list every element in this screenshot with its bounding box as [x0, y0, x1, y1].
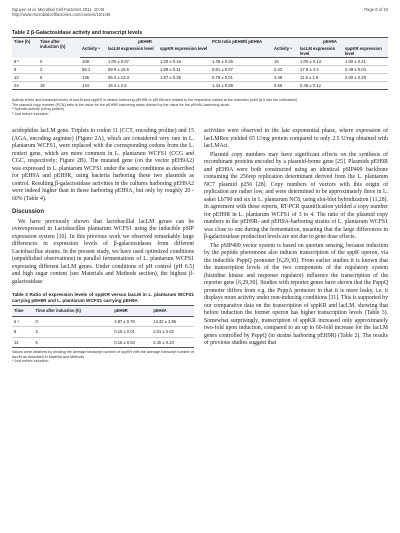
table-row: [12, 66, 388, 74]
body-paragraph: activities were observed in the late exponential phase, where expression of lacLMReu yielded 65 U/mg protein compared to only 2.5 U/mg obtained with lacLMAci.: [204, 128, 388, 149]
table-cell: 2.00 ± 0.29: [343, 74, 388, 82]
table-cell: 1.34 ± 0.08: [210, 82, 272, 90]
table-cell: 0.81 ± 0.07: [210, 66, 272, 74]
table2-group-ratio: PCN ratio pEH9R/ pEH9A: [210, 38, 272, 46]
table-cell: 15: [272, 58, 298, 66]
table2-sub-laclm-a: lacLM expression level: [106, 45, 158, 58]
left-column: [12, 128, 194, 364]
table2-head-time: Time (h): [12, 38, 38, 58]
table-cell: 18: [38, 82, 80, 90]
table2-notes: [12, 98, 388, 116]
table-row: [12, 74, 388, 82]
table2-sub-sppkr-b: sppKR expression level: [343, 45, 388, 58]
table-cell: 108: [80, 58, 106, 66]
table-cell: 6: [34, 337, 113, 348]
table-cell: 1.00 ± 0.07: [106, 58, 158, 66]
table3-head-time: Time: [12, 306, 34, 317]
table2-sub-laclm-b: lacLM expression level: [298, 45, 343, 58]
table-cell: 14.32 ± 2.96: [151, 316, 194, 327]
table-cell: [343, 82, 388, 90]
table-cell: 12: [12, 337, 34, 348]
table2-group-pEH9A: pEH9A: [272, 38, 388, 46]
table-cell: 4.48: [272, 74, 298, 82]
table-cell: 4.87 ± 0.78: [112, 316, 151, 327]
table2: [12, 37, 388, 90]
table3-head-pEH9R: pEH9R: [112, 306, 151, 317]
table-cell: 1.67 ± 0.39: [158, 74, 210, 82]
table-cell: 1.00 ± 0.16: [158, 58, 210, 66]
table3-notes: [12, 350, 194, 364]
table-row: [12, 58, 388, 66]
page-header: [12, 7, 388, 17]
table-row: [12, 327, 194, 338]
body-paragraph: acidophilus lacLM gene. Triplets in codon 11 (CCT, encoding proline) and 15 (AGA, encoding arginine) (Figure 2A), which are considered very rare in L. plantarum WCFS1, were replaced with the corresponding codons from the L. reuteri gene, which are more common in L. plantarum WCFS1 (CCG and CGC, respectively; Figure 2B). The mutated gene (on the vector pEH9A2) was expressed in L. plantarum WCFS1 under the same conditions as described for pEH9A and pEH9R, using bacteria harboring these two plasmids as control. Resulting β-galactosidase activities in the cultures harboring pEH9A2 were indeed higher than in those harboring pEH9A, but only by roughly 20 - 60% (Table 4).: [12, 128, 194, 202]
table-cell: 56.1: [80, 66, 106, 74]
table-cell: 2.49 ± 0.04: [343, 66, 388, 74]
table-cell: [158, 82, 210, 90]
table2-sub-sppkr-a: sppKR expression level: [158, 45, 210, 58]
table-cell: 2.40 ± 0.23: [151, 337, 194, 348]
table-note: The plasmid copy number (PCN) ratio is the value for the pEH9R-harboring strain divided by the value for the pEH9A-harboring strain: [12, 102, 230, 107]
table-cell: 0.79 ± 0.01: [210, 74, 272, 82]
body-paragraph: We have previously shown that lactobacillal lacLM genes can be overexpressed in Lactobacillus plantarum WCFS1 using the inducible pSIP expression system [10]. In this previous work we observed remarkably large differences in expression levels of β-galactosidases from different Lactobacillus strains. In the present study, we have used optimized conditions (unpublished observations) in parallel fermentations of L. plantarum WCFS1 expressing different lacLM genes. Under conditions of pH control (pH 6.5) and high sugar content (see Materials and Methods section), the highest β-galactosidase: [12, 218, 194, 285]
table-row: [12, 82, 388, 90]
body-paragraph: Plasmid copy numbers may have significant effects on the synthesis of recombinant proteins encoded by a plasmid-borne gene [25]. Plasmids pEH9R and pEH9A were both constructed using an identical pSIP409 backbone containing the 256rep replication determinant derived from the L. plantarum NC7 plasmid p256 [28]. Copy numbers of vectors with this origin of replication are rather low, and were determined to be approximately three in L. sakei Lb790 and six in L. plantarum NC8, using slot-blot hybridization [11,28]. In agreement with these reports, RT-PCR quantification yielded a copy number for pEH9R in L. plantarum WCFS1 of 3 to 4. The ratio of the plasmid copy numbers in the pEH9R- and pEH9A-harboring strains of L. plantarum WCFS1 was close to one during the fermentation, meaning that the large differences in β-galactosidase production levels are not due to gene dose effects.: [204, 151, 388, 240]
table-cell: 1.88 ± 0.11: [158, 66, 210, 74]
table-cell: 55.4 ± 13.3: [106, 74, 158, 82]
table-cell: 135: [80, 74, 106, 82]
table2-head-after: Time after induction (h): [38, 38, 80, 58]
table-cell: 3.56: [272, 82, 298, 90]
table-cell: 8: [12, 327, 34, 338]
article-url[interactable]: http://www.microbialcellfactories.com/content/10/1/46: [12, 12, 111, 17]
table2-sub-activity-b: Activity ᵃ: [272, 45, 298, 58]
table-cell: 2: [38, 66, 80, 74]
table-cell: 59.9 ± 15.6: [106, 66, 158, 74]
table2-title: Table 2 β-Galactosidase activity and transcript levels: [12, 30, 143, 36]
table3-head-pEH9A: pEH9A: [151, 306, 194, 317]
table-cell: 1.00 ± 0.21: [343, 58, 388, 66]
table-cell: 2.01 ± 0.03: [151, 327, 194, 338]
table-row: [12, 316, 194, 327]
table-note: ᵃ Just before induction: [12, 359, 49, 364]
table-cell: 16.4 ± 2.6: [106, 82, 158, 90]
table-cell: 6: [38, 74, 80, 82]
table-cell: 17.8 ± 4.3: [298, 66, 343, 74]
table-cell: 0: [34, 316, 113, 327]
table3: [12, 305, 194, 348]
table-cell: 6 ᵇ: [12, 58, 38, 66]
table3-head-after: Time after induction (h): [34, 306, 113, 317]
table-cell: 144: [80, 82, 106, 90]
table-note: Values were obtained by dividing the average transcript number of sppKR with the average transcript number of lacLM as described in Material and Methods: [12, 350, 194, 359]
page-number: Page 6 of 10: [364, 7, 388, 12]
section-heading-discussion: Discussion: [12, 209, 45, 215]
table-note: ᵃ Specific activity (U/mg protein): [12, 107, 65, 112]
table-cell: 1.39 ± 0.25: [210, 58, 272, 66]
table-cell: 11.9 ± 1.9: [298, 74, 343, 82]
table2-sub-activity-a: Activity ᵃ: [80, 45, 106, 58]
table3-title: Table 3 Ratio of expression levels of sppKR versus lacLM in L. plantarum WCFS1 carrying pEH9R and L. plantarum WCFS1 carrying pEH9A: [12, 292, 194, 303]
table-cell: 2.42: [272, 66, 298, 74]
table-cell: 2: [34, 327, 113, 338]
table-row: [12, 337, 194, 348]
table-note: ᵇ Just before induction: [12, 111, 49, 116]
table2-group-pEH9R: pEH9R: [80, 38, 210, 46]
table-cell: 0: [38, 58, 80, 66]
table-cell: 12: [12, 74, 38, 82]
table-cell: 0.46 ± 0.12: [298, 82, 343, 90]
citation: Nguyen et al. Microbial Cell Factories 2011, 10:46: [12, 7, 105, 12]
table-cell: 0.15 ± 0.03: [112, 337, 151, 348]
table-cell: 24: [12, 82, 38, 90]
table-cell: 6 ᵃ: [12, 316, 34, 327]
right-column: [204, 128, 388, 349]
table-note: Activity levels and transcript levels of lacLM and sppKR in strains harboring pEH9R or pEH9A are related to the respective values at the induction point (6 h into the cultivation): [12, 98, 297, 102]
table-cell: 8: [12, 66, 38, 74]
table-cell: 0.15 ± 0.01: [112, 327, 151, 338]
table-cell: 1.00 ± 0.13: [298, 58, 343, 66]
body-paragraph: The pSIP409 vector system is based on quorum sensing, because induction by the peptide pheromone also induces transcription of the sppK operon, via the inducible PsppQ promoter [6,29,30]. From earlier studies it is known that the transcription levels of the two components of the regulatory system (histidine kinase and response regulator) influence the transcription of the reporter gene [6,29,30]. Studies with reporter genes have shown that the PsppQ promoter differs from e.g. the PsppA promoter in that it is more leaky, i.e. it displays more activity under non-inducing conditions [31]. This is supported by our comparative data on the transcription of sppKR and lacLM, showing that before induction the former operon has higher transcription levels (Table 3). Somewhat surprisingly, transcription of sppKR increased only approximately two-fold upon induction, compared to an up to 60-fold increase for the lacLM genes controlled by PsppQ (in strains harboring pEH9R) (Table 2). The results of previous studies suggest that: [204, 242, 388, 346]
